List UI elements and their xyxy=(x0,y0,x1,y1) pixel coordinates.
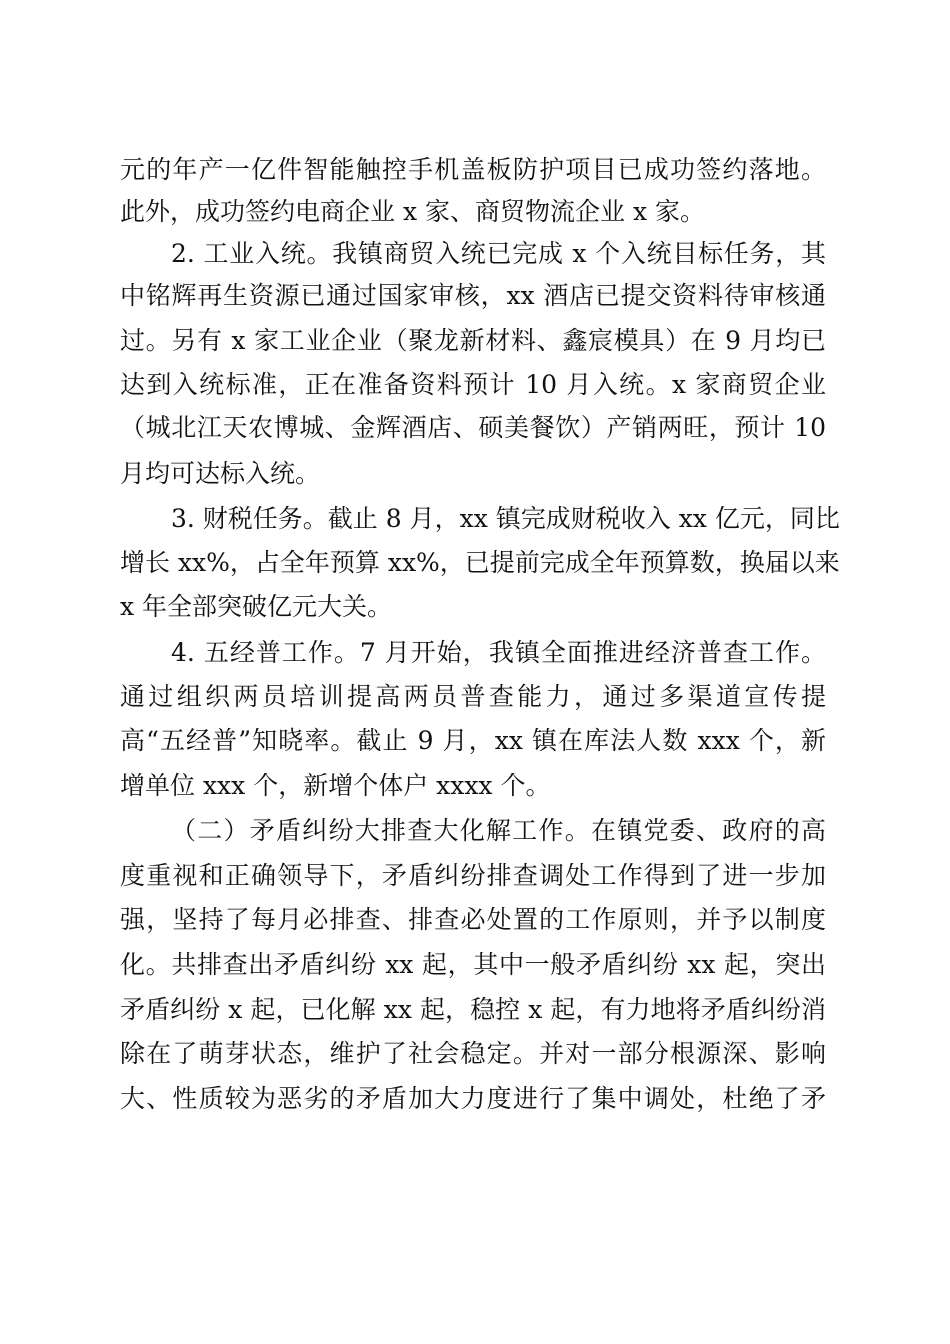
text-line: 大、性质较为恶劣的矛盾加大力度进行了集中调处，杜绝了矛 xyxy=(120,1084,826,1113)
text-line: 化。共排查出矛盾纠纷 xx 起，其中一般矛盾纠纷 xx 起，突出 xyxy=(120,950,826,979)
text-line: 增长 xx%，占全年预算 xx%，已提前完成全年预算数，换届以来 xyxy=(120,548,840,577)
text-line: 除在了萌芽状态，维护了社会稳定。并对一部分根源深、影响 xyxy=(120,1039,826,1068)
section-heading-line: （二）矛盾纠纷大排查大化解工作。在镇党委、政府的高 xyxy=(171,816,826,845)
text-line: 2. 工业入统。我镇商贸入统已完成 x 个入统目标任务，其 xyxy=(171,239,826,268)
text-line: 矛盾纠纷 x 起，已化解 xx 起，稳控 x 起，有力地将矛盾纠纷消 xyxy=(120,995,826,1024)
text-line: 度重视和正确领导下，矛盾纠纷排查调处工作得到了进一步加 xyxy=(120,861,826,890)
text-line: 月均可达标入统。 xyxy=(120,459,321,488)
text-line: 3. 财税任务。截止 8 月，xx 镇完成财税收入 xx 亿元，同比 xyxy=(171,504,840,533)
text-line: 增单位 xxx 个，新增个体户 xxxx 个。 xyxy=(120,771,551,800)
text-line: 通过组织两员培训提高两员普查能力，通过多渠道宣传提 xyxy=(120,682,826,711)
text-line: （城北江天农博城、金辉酒店、硕美餐饮）产销两旺，预计 10 xyxy=(120,413,826,442)
text-line: 过。另有 x 家工业企业（聚龙新材料、鑫宸模具）在 9 月均已 xyxy=(120,326,826,355)
text-line: 中铭辉再生资源已通过国家审核，xx 酒店已提交资料待审核通 xyxy=(120,281,826,310)
text-line: 4. 五经普工作。7 月开始，我镇全面推进经济普查工作。 xyxy=(171,638,826,667)
text-line: 达到入统标准，正在准备资料预计 10 月入统。x 家商贸企业 xyxy=(120,370,826,399)
text-line: 强，坚持了每月必排查、排查必处置的工作原则，并予以制度 xyxy=(120,905,826,934)
text-line: 此外，成功签约电商企业 x 家、商贸物流企业 x 家。 xyxy=(120,197,705,226)
text-line: 元的年产一亿件智能触控手机盖板防护项目已成功签约落地。 xyxy=(120,155,826,184)
text-line: x 年全部突破亿元大关。 xyxy=(120,592,393,621)
text-line: 高“五经普”知晓率。截止 9 月，xx 镇在库法人数 xxx 个，新 xyxy=(120,726,826,755)
